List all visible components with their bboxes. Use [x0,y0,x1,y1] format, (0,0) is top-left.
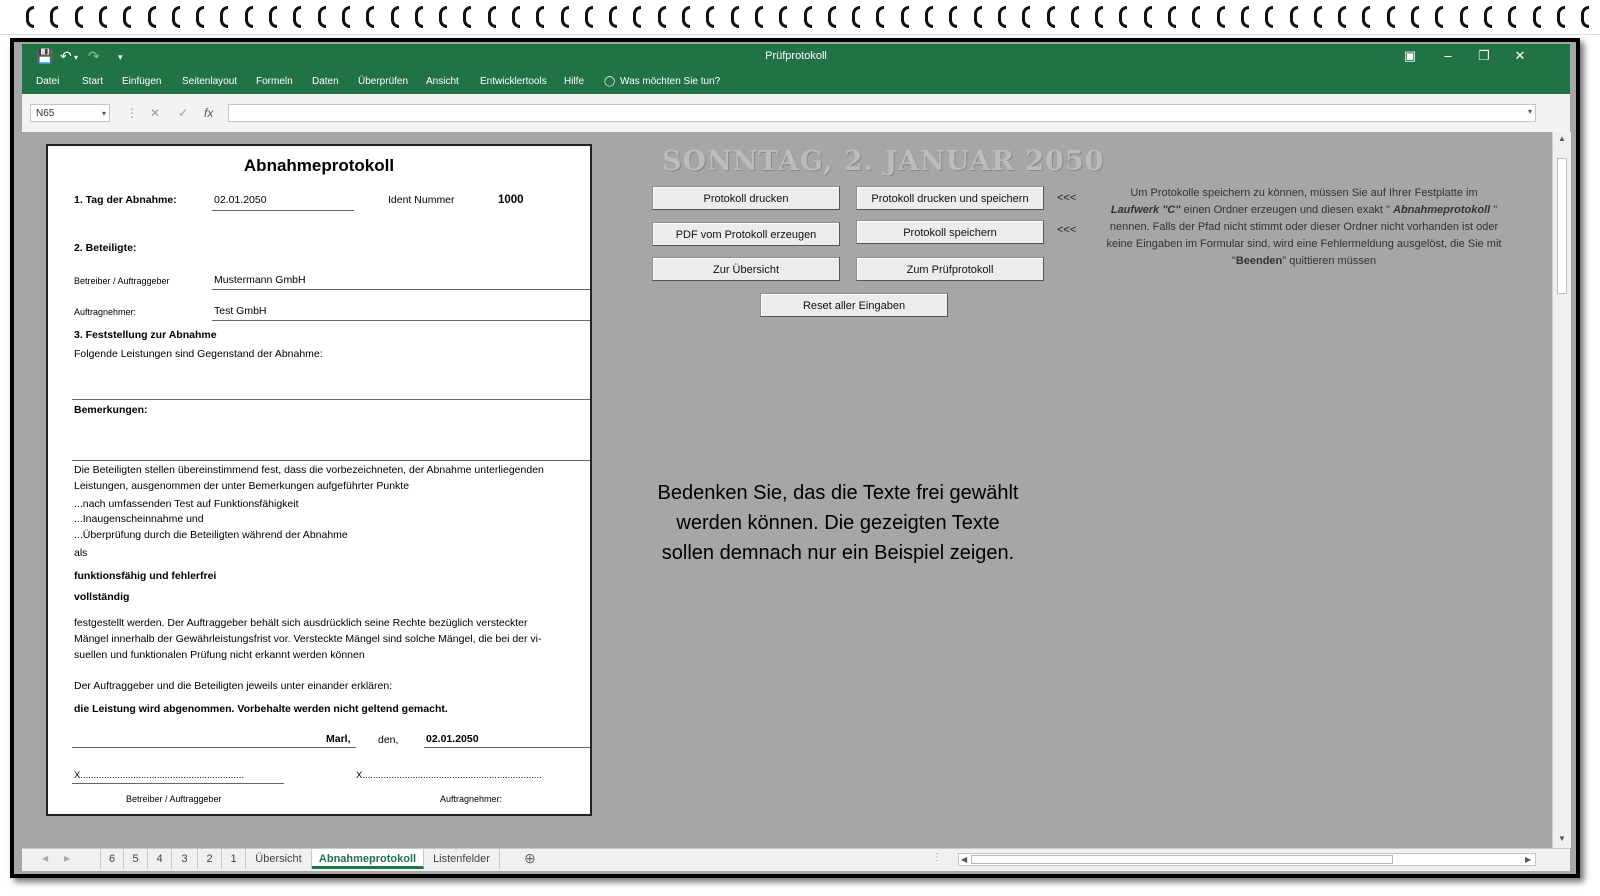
spiral-ring [949,6,957,28]
protokoll-drucken-button[interactable]: Protokoll drucken [652,186,840,210]
text-line: Die Beteiligten stellen übereinstimmend fest, dass die vorbezeichneten, der Abnahme unterliegenden [74,464,544,476]
expand-formula-icon[interactable]: ▾ [1527,107,1532,116]
tab-einfuegen[interactable]: Einfügen [122,76,162,87]
tell-me-box[interactable]: Was möchten Sie tun? [620,76,721,87]
festgestellt-line: festgestellt werden. Der Auftraggeber behält sich ausdrücklich seine Rechte bezüglich versteckter [74,617,528,629]
minimize-icon[interactable]: – [1444,48,1452,63]
auftragnehmer-underline [212,320,590,321]
tag-underline [212,210,354,211]
auftragnehmer-value[interactable]: Test GmbH [214,305,267,317]
spiral-ring [196,6,204,28]
info-beenden: Beenden [1235,255,1283,267]
spiral-ring [706,6,714,28]
horizontal-scroll-thumb[interactable] [971,855,1393,864]
den-label: den, [378,734,399,746]
protocol-form [46,144,592,816]
spiral-ring [658,6,666,28]
spiral-ring [561,6,569,28]
protokoll-drucken-speichern-button[interactable]: Protokoll drucken und speichern [856,186,1044,210]
spiral-ring [828,6,836,28]
arrow-indicator: <<< [1057,224,1077,236]
spiral-ring [439,6,447,28]
spiral-ring [1290,6,1298,28]
pdf-erzeugen-button[interactable]: PDF vom Protokoll erzeugen [652,222,840,246]
spiral-ring [682,6,690,28]
sign-left-underline [72,783,284,784]
sheet-tab-5[interactable]: 5 [124,849,148,869]
sheet-tab-listenfelder[interactable]: Listenfelder [424,849,500,869]
info-part: " quittieren müssen [1282,255,1377,267]
spiral-ring [1411,6,1419,28]
spiral-ring [293,6,301,28]
redo-icon: ↷ [88,48,100,64]
spiral-ring [1435,6,1443,28]
spiral-ring [755,6,763,28]
tag-value[interactable]: 02.01.2050 [214,194,267,206]
tag-label: 1. Tag der Abnahme: [74,194,177,206]
spiral-ring [1508,6,1516,28]
erklaeren-text: Der Auftraggeber und die Beteiligten jeweils unter einander erklären: [74,680,393,692]
text-line: als [74,547,88,559]
info-part: " nennen. Falls der Pfad nicht stimmt oder dieser Ordner nicht vorhanden ist oder keine Eingaben im Formular sind, wird eine Fehlermeldung ausgelöst, die Sie mit " [1106,204,1502,267]
spiral-ring [1387,6,1395,28]
spiral-ring [26,6,34,28]
spiral-ring [1144,6,1152,28]
zum-pruefprotokoll-button[interactable]: Zum Prüfprotokoll [856,257,1044,281]
bemerkungen-label: Bemerkungen: [74,404,148,416]
betreiber-underline [212,289,590,290]
bemerkungen-underline [72,460,590,461]
next-sheet-icon[interactable]: ▶ [64,854,71,863]
spiral-ring [123,6,131,28]
sign-left-line: X.............................................................. [74,770,244,781]
spiral-ring [1557,6,1565,28]
splitter-icon[interactable]: ⋮ [932,852,942,863]
spiral-ring [50,6,58,28]
reset-button[interactable]: Reset aller Eingaben [760,293,948,317]
ident-value[interactable]: 1000 [498,194,524,206]
spiral-ring [585,6,593,28]
funktionsfaehig-text: funktionsfähig und fehlerfrei [74,570,217,582]
spiral-ring [1362,6,1370,28]
ribbon-display-icon[interactable]: ▣ [1403,48,1417,63]
scroll-left-icon[interactable]: ◀ [961,855,968,864]
sheet-tab-6[interactable]: 6 [100,849,124,869]
spiral-ring [1533,6,1541,28]
prev-sheet-icon[interactable]: ◀ [42,854,49,863]
spiral-ring [512,6,520,28]
info-ordner: Abnahmeprotokoll [1393,204,1491,216]
sheet-tab-uebersicht[interactable]: Übersicht [246,849,312,869]
spiral-ring [366,6,374,28]
tab-hilfe[interactable]: Hilfe [564,76,585,87]
betreiber-value[interactable]: Mustermann GmbH [214,274,306,286]
save-icon[interactable]: 💾 [36,48,54,64]
spiral-ring [1168,6,1176,28]
spiral-ring [1119,6,1127,28]
leistungen-text: Folgende Leistungen sind Gegenstand der Abnahme: [74,348,323,360]
info-part: Um Protokolle speichern zu können, müssen Sie auf Ihrer Festplatte im [1130,187,1478,199]
enter-icon[interactable]: ✓ [178,106,189,120]
info-text [1098,185,1510,270]
text-line: ...Überprüfung durch die Beteiligten während der Abnahme [74,529,348,541]
close-icon[interactable]: ✕ [1514,48,1526,63]
spiral-ring [1217,6,1225,28]
spiral-ring [391,6,399,28]
spiral-ring [876,6,884,28]
spiral-ring [1241,6,1249,28]
spiral-ring [1338,6,1346,28]
screenshot-frame [10,38,1580,878]
sign-left-label: Betreiber / Auftraggeber [126,794,222,804]
spiral-ring [925,6,933,28]
spiral-ring [463,6,471,28]
formula-bar [22,94,1570,133]
form-title: Abnahmeprotokoll [243,156,395,175]
sheet-tab-4[interactable]: 4 [148,849,172,869]
datum-value[interactable]: 02.01.2050 [426,733,479,745]
sheet-tab-abnahmeprotokoll[interactable]: Abnahmeprotokoll [312,849,424,869]
spiral-ring [1460,6,1468,28]
name-box[interactable] [30,104,110,122]
zur-uebersicht-button[interactable]: Zur Übersicht [652,257,840,281]
info-laufwerk: Laufwerk "C" [1110,204,1181,216]
tab-entwicklertools[interactable]: Entwicklertools [480,76,547,87]
text-line: Leistungen, ausgenommen der unter Bemerkungen aufgeführter Punkte [74,480,410,492]
hint-note: Bedenken Sie, das die Texte frei gewählt werden können. Die gezeigten Texte sollen demnach nur ein Beispiel zeigen. [657,482,1019,564]
spiral-ring [1484,6,1492,28]
spiral-ring [974,6,982,28]
spiral-ring [998,6,1006,28]
spiral-ring [1192,6,1200,28]
festgestellt-line: suellen und funktionalen Prüfung nicht erkannt werden können [74,649,365,661]
vertical-scroll-thumb[interactable] [1557,158,1567,294]
lightbulb-icon[interactable]: ◯ [604,76,616,87]
spiral-ring [1071,6,1079,28]
scroll-down-icon[interactable]: ▼ [1558,834,1566,843]
date-heading: SONNTAG, 2. JANUAR 2050 [662,146,1105,177]
leistung-abgenommen-text: die Leistung wird abgenommen. Vorbehalte werden nicht geltend gemacht. [74,703,448,715]
sign-right-label: Auftragnehmer: [440,794,503,804]
chevron-down-icon[interactable]: ▾ [101,109,106,118]
info-part: einen Ordner erzeugen und diesen exakt " [1180,204,1394,216]
spiral-ring [536,6,544,28]
horizontal-scrollbar[interactable] [958,853,1536,866]
add-sheet-icon[interactable]: ⊕ [524,850,536,866]
spiral-ring [342,6,350,28]
protokoll-speichern-button[interactable]: Protokoll speichern [856,220,1044,244]
scroll-up-icon[interactable]: ▲ [1558,134,1566,143]
tab-ansicht[interactable]: Ansicht [426,76,459,87]
spiral-ring [852,6,860,28]
festgestellt-line: Mängel innerhalb der Gewährleistungsfrist vor. Versteckte Mängel sind solche Mängel, die bei der vi- [74,633,542,645]
ribbon-tabs [22,70,1570,94]
beteiligte-label: 2. Beteiligte: [74,242,137,254]
formula-input[interactable] [228,104,1536,122]
spiral-ring [779,6,787,28]
spiral-ring [731,6,739,28]
tab-seitenlayout[interactable]: Seitenlayout [182,76,238,87]
window-title: Prüfprotokoll [765,50,827,62]
feststellung-label: 3. Feststellung zur Abnahme [74,329,217,341]
spiral-ring [172,6,180,28]
spiral-ring [1022,6,1030,28]
sign-right-line: X.................................................................... [356,770,542,781]
sheet-tab-bar [22,848,1570,871]
more-icon: ⋮ [126,106,138,120]
vollstaendig-text: vollständig [74,591,130,603]
auftragnehmer-label: Auftragnehmer: [74,307,137,317]
spiral-ring [220,6,228,28]
title-bar [22,44,1570,70]
spiral-ring [245,6,253,28]
ident-label: Ident Nummer [388,194,455,206]
sheet-tab-1[interactable]: 1 [222,849,246,869]
datum-underline [424,747,590,748]
tab-ueberpruefen[interactable]: Überprüfen [358,76,409,87]
ort-value[interactable]: Marl, [326,733,351,745]
undo-icon[interactable]: ↶ [60,48,72,64]
undo-dropdown-icon[interactable]: ▾ [74,53,79,62]
spiral-ring [318,6,326,28]
ort-underline [72,747,356,748]
customize-toolbar-icon[interactable]: ▾ [118,52,123,62]
spiral-ring [1095,6,1103,28]
tab-formeln[interactable]: Formeln [256,76,293,87]
spiral-ring [1581,6,1589,28]
name-box-value: N65 [36,108,55,119]
spiral-ring [269,6,277,28]
leistungen-underline [72,399,590,400]
insert-function-icon[interactable]: fx [204,106,214,120]
spiral-ring [75,6,83,28]
worksheet-area[interactable] [22,132,1552,848]
spiral-ring [99,6,107,28]
text-line: ...nach umfassenden Test auf Funktionsfähigkeit [74,498,299,510]
sheet-tab-2[interactable]: 2 [198,849,222,869]
tab-datei[interactable]: Datei [36,76,60,87]
text-line: ...Inaugenscheinnahme und [74,513,204,525]
spiral-ring [804,6,812,28]
arrow-indicator: <<< [1057,192,1077,204]
betreiber-label: Betreiber / Auftraggeber [74,276,170,286]
spiral-ring [1314,6,1322,28]
scroll-right-icon[interactable]: ▶ [1525,855,1532,864]
spiral-ring [901,6,909,28]
tab-daten[interactable]: Daten [312,76,339,87]
restore-icon[interactable]: ❐ [1478,48,1490,63]
spiral-ring [1265,6,1273,28]
spiral-ring [1047,6,1055,28]
spiral-ring [148,6,156,28]
spiral-ring [415,6,423,28]
spiral-ring [609,6,617,28]
tab-start[interactable]: Start [82,76,104,87]
cancel-icon[interactable]: ✕ [150,106,161,120]
sheet-tab-3[interactable]: 3 [172,849,198,869]
spiral-ring [633,6,641,28]
spiral-ring [488,6,496,28]
vertical-scrollbar[interactable] [1552,132,1571,848]
spiral-binding [0,0,1600,35]
